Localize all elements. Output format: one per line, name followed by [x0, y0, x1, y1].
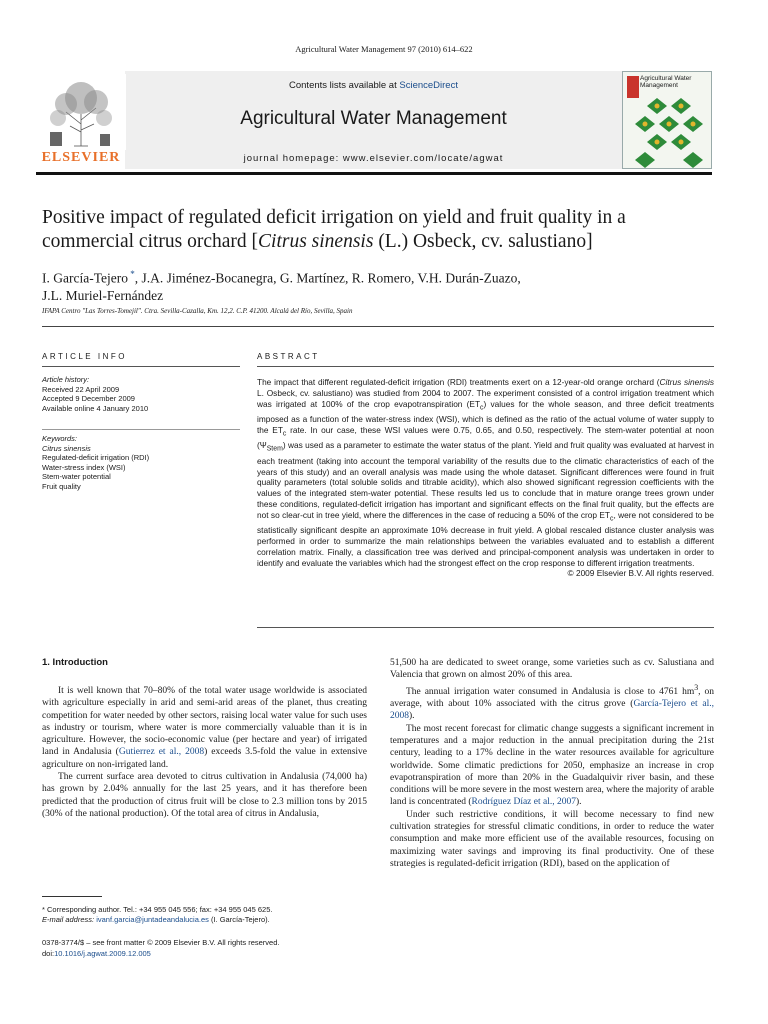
email-label: E-mail address: — [42, 915, 97, 924]
sciencedirect-link[interactable]: ScienceDirect — [399, 80, 458, 91]
keywords-divider — [42, 429, 240, 430]
abstract-text: rate. In our case, these WSI values were 0.75, 0.65, and 0.50, respectively. The stem-water potential at noon (Ψ — [257, 424, 714, 451]
keyword-item: Regulated-deficit irrigation (RDI) — [42, 453, 150, 462]
abstract-body — [257, 377, 714, 579]
paragraph: Under such restrictive conditions, it will become necessary to find new cultivation strategies for stressful climatic conditions, in order to reduce the water consumption and make more efficient use of the available resources, focusing on maximizing water savings and improving its final productivity. One of these strategies is regulated-deficit irrigation (RDI), based on the application of — [390, 809, 714, 869]
footnote-text: Corresponding author. Tel.: +34 955 045 556; fax: +34 955 045 625. — [44, 905, 273, 914]
abstract-copyright: © 2009 Elsevier B.V. All rights reserved. — [567, 568, 714, 579]
abstract-species: Citrus sinensis — [659, 377, 714, 387]
citation-link[interactable]: García-Tejero et al., 2008 — [390, 699, 714, 722]
doi-label: doi: — [42, 949, 55, 958]
subscript: Stem — [266, 445, 283, 453]
issn-line: 0378-3774/$ – see front matter © 2009 Elsevier B.V. All rights reserved. — [42, 938, 280, 947]
paragraph-text: The annual irrigation water consumed in Andalusia is close to 4761 hm — [406, 686, 695, 697]
citation-link[interactable]: Gutierrez et al., 2008 — [118, 747, 205, 758]
online-date: Available online 4 January 2010 — [42, 403, 149, 413]
abstract-heading: ABSTRACT — [257, 352, 320, 361]
right-column — [390, 657, 714, 870]
journal-title: Agricultural Water Management — [240, 108, 507, 129]
footnote-divider — [42, 896, 102, 897]
email-suffix: (I. García-Tejero). — [208, 915, 270, 924]
header-divider — [36, 172, 712, 175]
accepted-date: Accepted 9 December 2009 — [42, 394, 135, 403]
elsevier-tree-icon — [36, 74, 126, 150]
keyword-item: Citrus sinensis — [42, 443, 91, 453]
affiliation-divider — [42, 326, 714, 327]
paragraph: 51,500 ha are dedicated to sweet orange, some varieties such as cv. Salustiana and Valencia that grown on almost 20% of this area. — [390, 658, 714, 681]
keyword-item: Fruit quality — [42, 481, 81, 491]
keyword-item: Water-stress index (WSI) — [42, 462, 126, 472]
abstract-text: , were not considered to be statistically significant despite an approximate 10% decrease in fruit yield. A global rescaled distance cluster analysis was performed in order to summarize the main relationships between the variables evaluated and to establish a different correlation matrix. Finally, a classification tree was derived and principal-component analysis was undertaken in order to identify and evaluate the variables which had the strongest effect on the crop response to different irrigation treatments. — [257, 509, 714, 568]
cover-title: Agricultural Water Management — [640, 75, 692, 89]
journal-homepage — [125, 153, 622, 164]
journal-reference: Agricultural Water Management 97 (2010) 614–622 — [295, 44, 473, 54]
paragraph-text: , on average, with about 10% associated with the citrus grove ( — [390, 686, 714, 710]
abstract-text: ) values for the whole season, and three deficit treatments imposed as a function of the water-stress index (WSI), which is defined as the ratio of the actual volume of water supply to the ET — [257, 398, 714, 435]
title-part-2: (L.) Osbeck, cv. salustiano] — [373, 231, 593, 252]
title-part-1: Positive impact of regulated deficit irrigation on yield and fruit quality in a commercial citrus orchard [ — [42, 207, 626, 252]
abstract-text: ) was used as a parameter to estimate the water status of the plant. Yield and fruit quality was evaluated at harvest in each treatment (taking into account the temporal variability of the results due to the climatic characteristics of each of the years of this study) and an overall analysis was made using the whole dataset. Significant differences were found in fruit quality parameters (total soluble solids and titrable acidity), which also showed significant regression coefficients with the values of the integrated stem-water potential. These results led us to conclude that in mature orange trees grown under these conditions, regulated-deficit irrigation has important and significant effects on the final fruit quality, but the effects are not so clear-cut in tree yield, where the differences in the case of reducing a 50% of the crop ET — [257, 440, 714, 520]
doi-link[interactable]: 10.1016/j.agwat.2009.12.005 — [54, 949, 151, 958]
left-column — [42, 685, 367, 820]
contents-prefix: Contents lists available at — [289, 80, 400, 91]
abstract-text: L. Osbeck, cv. salustiano) was studied from 2004 to 2007. The experiment consisted of a control irrigation treatment which was irrigated at 100% of the crop evapotranspiration (ET — [257, 387, 714, 409]
received-date: Received 22 April 2009 — [42, 384, 120, 394]
first-author: I. García-Tejero — [42, 270, 128, 286]
keyword-item: Stem-water potential — [42, 472, 111, 481]
abstract-bottom-divider — [257, 627, 714, 628]
section-heading: 1. Introduction — [42, 657, 108, 668]
paragraph — [42, 685, 367, 771]
paragraph: The current surface area devoted to citrus cultivation in Andalusia (74,000 ha) has grown by 2.04% annually for the last 25 years, and it has therefore been predicted that the production of citrus fruit will be close to 2.3 million tons by 2015 (30% of the national production). Of the total area of citrus in Andalusia, — [42, 772, 367, 819]
paragraph-text: It is well known that 70–80% of the total water usage worldwide is associated with agriculture especially in arid and semi-arid areas of the planet, thus creating competition for water needed by other sectors, raising local water value for such uses as industry or tourism, where water is more commercially valuable than it is in agriculture. However, the socio-economic value (per hectare and year) of irrigated land in Andalusia ( — [42, 686, 367, 758]
last-author: J.L. Muriel-Fernández — [42, 287, 164, 303]
footnote-mark: * — [42, 905, 45, 914]
elsevier-wordmark: ELSEVIER — [41, 150, 121, 165]
subscript: c — [610, 515, 614, 523]
article-info-heading: ARTICLE INFO — [42, 352, 127, 361]
contents-line — [125, 80, 622, 91]
paragraph — [390, 682, 714, 723]
abstract-text: The impact that different regulated-deficit irrigation (RDI) treatments exert on a 12-year-old orange orchard ( — [257, 377, 660, 387]
homepage-prefix: journal homepage: — [243, 153, 343, 164]
page-footer — [42, 937, 367, 959]
footnote — [42, 905, 367, 925]
homepage-url[interactable]: www.elsevier.com/locate/agwat — [342, 153, 504, 164]
history-label: Article history: — [42, 375, 90, 384]
keywords — [42, 434, 240, 491]
article-info-divider — [42, 366, 240, 367]
author-list — [42, 266, 722, 304]
paragraph-text: ) exceeds 3.5-fold the value in extensive agriculture on non-irrigated land. — [42, 747, 367, 770]
article-history — [42, 375, 240, 413]
paragraph — [390, 723, 714, 809]
subscript: c — [282, 430, 287, 438]
subscript: c — [480, 404, 484, 412]
other-authors: , J.A. Jiménez-Bocanegra, G. Martínez, R. Romero, V.H. Durán-Zuazo, — [134, 270, 521, 286]
superscript: 3 — [694, 682, 699, 692]
paragraph-text: The most recent forecast for climatic change suggests a significant increment in temperatures and a major reduction in the annual precipitation during the 21st century, leading to a 17% decline in the water resources available for agriculture worldwide. Some climatic predictions for 2050, emphasize an increase in crop evapotranspiration of more than 20% in the Guadalquivir river basin, and these conditions will be more severe in the most western area, where the majority of arable land is concentrated ( — [390, 723, 714, 808]
title-species: Citrus sinensis — [258, 231, 374, 252]
email-link[interactable]: ivanf.garcia@juntadeandalucia.es — [96, 915, 209, 924]
abstract-divider — [257, 366, 714, 367]
citation-link[interactable]: Rodríguez Díaz et al., 2007 — [471, 797, 576, 808]
affiliation: IFAPA Centro "Las Torres-Tomejil". Ctra. Sevilla-Cazalla, Km. 12,2. C.P. 41200. Alcalá del Río, Sevilla, Spain — [42, 307, 353, 315]
paragraph-text: ). — [409, 711, 415, 722]
corresponding-mark[interactable]: * — [128, 269, 135, 279]
paper-title — [42, 206, 722, 254]
keywords-label: Keywords: — [42, 434, 78, 443]
paragraph-text: ). — [575, 797, 582, 808]
